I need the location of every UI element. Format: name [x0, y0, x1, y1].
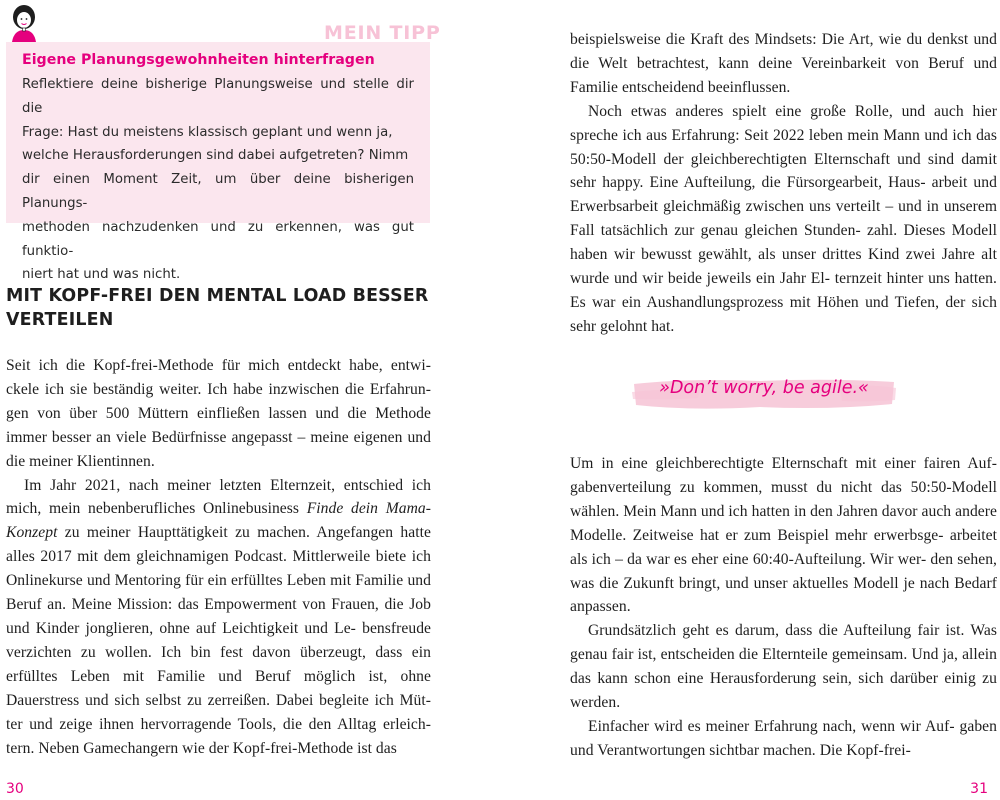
tip-line: welche Herausforderungen sind dabei aufgetreten? Nimm — [22, 148, 409, 164]
text-line: Dauerstress und sich selbst zu zerreißen. Dabei begleite ich Müt- — [6, 691, 431, 709]
heading-line: MIT KOPF-FREI DEN MENTAL LOAD BESSER — [6, 286, 429, 306]
heading-line: VERTEILEN — [6, 310, 114, 330]
text-line: die Job und Kinder jonglieren, ohne auf Leichtigkeit und Le- — [6, 596, 432, 637]
paragraph — [570, 100, 997, 339]
quote-text: »Don’t worry, be agile.« — [659, 378, 869, 398]
page-number-right: 31 — [970, 781, 988, 797]
page-number-left: 30 — [6, 781, 24, 797]
left-column-body — [6, 354, 431, 760]
tip-line: niert hat und was nicht. — [22, 267, 181, 283]
text-line: wählen. Mein Mann und ich hatten in den Jahren davor auch — [570, 502, 952, 520]
paragraph — [570, 715, 997, 763]
text-line: tern. Neben Gamechangern wie der Kopf-frei-Methode ist das — [6, 739, 397, 757]
text-line: arbeit und Erwerbsarbeit gleichmäßig zwischen uns verteilt – — [570, 174, 997, 216]
text-line: je nach Bedarf anpassen. — [570, 574, 997, 616]
right-column-bottom — [570, 452, 997, 763]
text-line: Um in eine gleichberechtigte Elternschaft mit einer fairen Auf- — [570, 455, 997, 472]
text-line: den sehen, was die Zukunft bringt, und unser aktuelles Modell — [570, 550, 997, 592]
text-line: gen von über 500 Müttern einfließen lassen und die Methode — [6, 404, 431, 422]
text-line: zu meiner Haupttätigkeit zu machen. Angefangen hatte — [57, 524, 431, 542]
tip-line: dir einen Moment Zeit, um über deine bisherigen Planungs- — [22, 172, 414, 211]
book-title: Konzept — [6, 524, 58, 542]
section-heading — [6, 284, 436, 332]
text-line: ternzeit hinter uns hatten. Es war ein Aushandlungsprozess mit — [570, 270, 997, 311]
text-line: und Familie entscheidend beeinflussen. — [570, 54, 997, 96]
text-line: mich, mein nebenberufliches Onlinebusiness — [6, 500, 307, 518]
text-line: und die Welt betrachtest, kann deine Vereinbarkeit von Beruf — [570, 31, 997, 72]
text-line: Einfacher wird es meiner Erfahrung nach, wenn wir Auf- — [588, 717, 955, 735]
tip-line: methoden nachzudenken und zu erkennen, was gut funktio- — [22, 219, 414, 259]
pull-quote — [630, 372, 898, 416]
text-line: dass ein erfülltes Leben mit Familie und Beruf möglich ist, ohne — [6, 643, 431, 685]
text-line: immer besser an viele Bedürfnisse angepasst – meine eigenen — [6, 428, 403, 446]
tip-label: MEIN TIPP — [324, 22, 441, 44]
text-line: Seit ich die Kopf-frei-Methode für mich entdeckt habe, entwi- — [6, 357, 431, 374]
tip-line: Frage: Hast du meistens klassisch geplant und wenn ja, — [22, 124, 393, 140]
right-column-top — [570, 28, 997, 339]
book-title: Finde dein Mama- — [306, 500, 431, 518]
author-avatar-icon — [4, 2, 44, 44]
text-line: genau fair ist, entscheiden die Elternteile gemeinsam. Und ja, — [570, 646, 958, 664]
text-line: beispielsweise die Kraft des Mindsets: Die Art, wie du denkst — [570, 31, 969, 48]
text-line: zahl. Dieses Modell haben wir bewusst gewählt, als unser drittes — [570, 222, 997, 264]
tip-line: Reflektiere deine bisherige Planungsweise und stelle dir die — [22, 77, 414, 116]
tip-title: Eigene Planungsgewohnheiten hinterfragen — [22, 52, 375, 68]
paragraph — [6, 474, 431, 761]
text-line: das 50:50-Modell der gleichberechtigten Elternschaft und sind — [570, 126, 998, 168]
text-line: einig zu werden. — [570, 670, 998, 712]
text-line: andere Modelle. Zeitweise hat er zum Beispiel mehr erwerbsge- — [570, 502, 997, 544]
text-line: gaben und Verantwortungen sichtbar machen. Die Kopf-frei- — [570, 717, 997, 759]
text-line: allein das kann schon eine Herausforderung sein, sich darüber — [570, 646, 998, 688]
paragraph — [570, 619, 997, 715]
tip-box — [6, 42, 430, 283]
text-line: spreche ich aus Erfahrung: Seit 2022 leben mein Mann und ich — [570, 126, 972, 144]
text-line: arbeitet als ich – da war es eher eine 60:40-Aufteilung. Wir wer- — [570, 526, 997, 568]
paragraph — [570, 28, 997, 100]
text-line: gabenverteilung zu kommen, musst du nicht das 50:50-Modell — [570, 478, 997, 496]
text-line: und die meiner Klientinnen. — [6, 428, 431, 470]
text-line: ter und zeige ihnen hervorragende Tools, die den Alltag erleich- — [6, 715, 431, 733]
text-line: bensfreude verzichten zu wollen. Ich bin fest davon überzeugt, — [6, 619, 432, 661]
paragraph — [6, 354, 431, 474]
text-line: Im Jahr 2021, nach meiner letzten Elternzeit, entschied ich — [24, 476, 431, 494]
text-line: ckele ich sie beständig weiter. Ich habe inzwischen die Erfahrun- — [6, 380, 431, 398]
text-line: und in unserem Fall tatsächlich zur genau gleichen Stunden- — [570, 198, 998, 240]
text-line: damit sehr happy. Eine Aufteilung, die Fürsorgearbeit, Haus- — [570, 150, 997, 192]
text-line: Onlinekurse und Mentoring für ein erfülltes Leben mit Familie — [6, 572, 404, 590]
text-line: und Beruf an. Meine Mission: das Empowerment von Frauen, — [6, 572, 431, 614]
text-line: alles 2017 mit dem gleichnamigen Podcast. Mittlerweile biete ich — [6, 548, 431, 566]
tip-text — [22, 73, 414, 287]
text-line: Kind zwei Jahre alt wurde und wir beide jeweils ein Jahr El- — [570, 246, 997, 288]
text-line: Höhen und Tiefen, der sich sehr gelohnt hat. — [570, 293, 997, 335]
text-line: Grundsätzlich geht es darum, dass die Aufteilung fair ist. Was — [588, 622, 997, 640]
text-line: Noch etwas anderes spielt eine große Rolle, und auch hier — [588, 102, 997, 120]
paragraph — [570, 452, 997, 619]
